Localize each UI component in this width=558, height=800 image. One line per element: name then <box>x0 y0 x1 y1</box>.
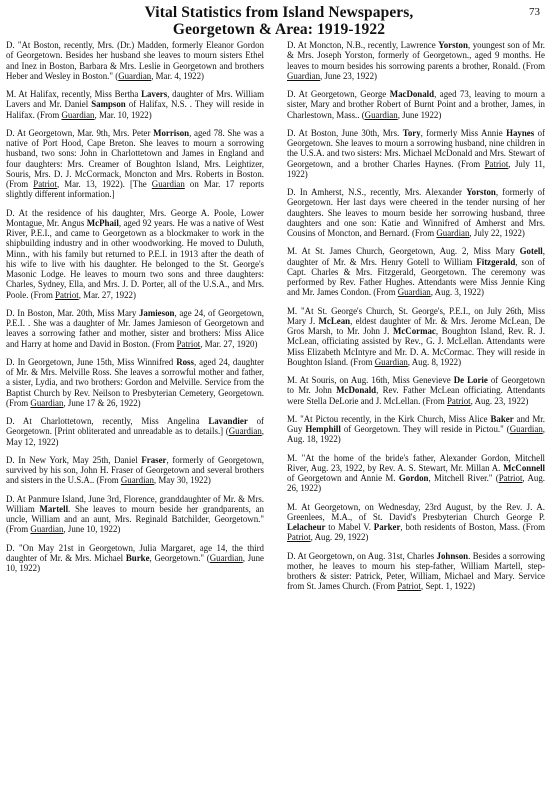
page-number: 73 <box>529 6 540 18</box>
entry-text: , Aug. 23, 1922) <box>470 395 529 406</box>
entry-text: , June 1922) <box>397 109 442 120</box>
entry-text: M. At Georgetown, on Wednesday, 23rd August, by the Rev. J. A. Greenlees, M.A., of St. David's Presbyterian Church George P. <box>287 501 545 522</box>
entry-text: D. "At Boston, recently, Mrs. (Dr.) Madden, formerly Eleanor Gordon of Georgetown. Besides her husband she leaves to mourn sisters Ethel and Inez in Boston, Barbara & Mrs. Leslie in Georgetown and brothers Heber and Wesley in Boston." ( <box>6 40 264 81</box>
surname: De Lorie <box>453 375 488 385</box>
entry-text: D. In Boston, Mar. 20th, Miss Mary <box>6 307 139 318</box>
entry-text: , youngest son of Mr. & Mrs. Joseph Yorston, formerly of Georgetown., aged 9 months. He leaves to mourn besides his sorrowing parents a brother, Ronald. (From <box>287 40 546 71</box>
entry-text: , Sept. 1, 1922) <box>420 581 476 592</box>
newspaper-source: Patriot <box>397 581 421 592</box>
newspaper-source: Guardian <box>30 524 64 535</box>
page-title-line-1: Vital Statistics from Island Newspapers, <box>144 4 414 21</box>
record-entry <box>287 40 545 81</box>
entry-text: , Mar. 10, 1922) <box>94 109 152 120</box>
entry-text: , daughter of Mr. & Mrs. Henry Gotell to William <box>287 246 545 267</box>
entry-text: M. At Souris, on Aug. 16th, Miss Genevieve <box>287 375 454 385</box>
entry-text: M. "At St. George's Church, St. George's, P.E.I., on July 26th, Miss Mary J. <box>287 305 545 326</box>
newspaper-source: Guardian <box>118 70 152 81</box>
entry-text: , Aug. 18, 1922) <box>287 424 545 445</box>
page-header <box>0 4 558 38</box>
surname: Morrison <box>153 127 190 138</box>
newspaper-source: Patriot <box>176 338 201 349</box>
entry-text: D. At Georgetown, Mar. 9th, Mrs. Peter <box>6 127 154 138</box>
record-entry <box>6 494 264 535</box>
entry-text: , Mar. 27, 1922) <box>78 289 136 300</box>
entry-text: , formerly Miss Annie <box>420 127 507 138</box>
entry-text: , aged 78. She was a native of Port Hood, Cape Breton. She leaves to mourn a sorrowing husband, two sons: John in Charlottetown and James in England and four daughters: Mrs. Creamer of Boughton Island, Mrs. Leightizer, Souris, Mrs. D. J. McCormack, Moncton and Mrs. Roberts in Boston. (From <box>6 127 264 189</box>
surname: Jamieson <box>138 307 175 318</box>
record-entry <box>287 414 545 445</box>
record-entry <box>287 502 545 543</box>
newspaper-source: Guardian <box>151 179 185 189</box>
entry-text: of Halifax, N.S. . They will reside in Halifax. (From <box>6 99 264 120</box>
newspaper-source: Guardian <box>436 228 470 238</box>
newspaper-source: Guardian <box>61 109 95 120</box>
surname: Johnson <box>436 550 469 561</box>
entry-text: D. At Georgetown, George <box>287 89 390 99</box>
entry-text: D. At Panmure Island, June 3rd, Florence, granddaughter of Mr. & Mrs. William <box>6 493 264 514</box>
entry-text: D. At Charlottetown, recently, Miss Angelina <box>6 416 209 426</box>
entry-text: of Georgetown. She leaves to mourn a sorrowing husband, nine children in the U.S.A. and two sisters: Mrs. Michael McDonald and Mrs. Stewart of Georgetown, and a brother Charles Haynes. (From <box>287 127 546 169</box>
entry-text: , June 17 & 26, 1922) <box>63 397 141 408</box>
entry-text: , Aug. 3, 1922) <box>430 287 484 298</box>
newspaper-source: Patriot <box>446 395 471 406</box>
entry-text: , both residents of Boston, Mass. (From <box>400 522 545 532</box>
surname: Lavandier <box>208 416 248 426</box>
surname: Baker <box>490 413 514 424</box>
surname: McPhail <box>86 217 119 228</box>
surname: McLean <box>318 315 351 326</box>
entry-text: , Mar. 13, 1922). [The <box>56 179 152 189</box>
entry-text: of Georgetown. They will reside in Pictou." ( <box>340 424 510 434</box>
entry-text: , May 30, 1922) <box>153 475 211 486</box>
newspaper-source: Guardian <box>374 356 408 367</box>
record-entry <box>6 89 264 120</box>
entry-text: , aged 92 years. He was a native of West River, P.E.I., and came to Georgetown as a blockmaker to work in the shipbuilding industry and in other woodworking. He moved to Duluth, Minn., with his family but returned to P.E.I. in 1913 after the death of his wife to live with his daughter. He belonged to the St. George's Masonic Lodge. He leaves to mourn two sons and three daughters: Charles, Sydney, Ella, and Mrs. J. D. Porter, all of the U.S.A., and Mrs. Poole. (From <box>6 217 265 300</box>
page-title-line-2: Georgetown & Area: 1919-1922 <box>172 21 386 38</box>
entry-text: on Mar. 17 reports slightly different information.] <box>6 179 264 200</box>
newspaper-source: Patriot <box>33 179 57 189</box>
entry-text: , June 10, 1922) <box>63 524 121 535</box>
entry-text: , Aug. 26, 1922) <box>287 473 545 494</box>
surname: Lelacheur <box>287 522 326 532</box>
entry-text: to Mabel V. <box>325 522 374 532</box>
surname: Gordon <box>398 473 429 483</box>
record-entry <box>287 453 545 494</box>
entry-text: M. "At Pictou recently, in the Kirk Church, Miss Alice <box>287 413 491 424</box>
record-entry <box>6 416 264 447</box>
entry-text: of Georgetown. [Print obliterated and unreadable as to details.] ( <box>6 416 264 437</box>
newspaper-source: Guardian <box>120 475 154 486</box>
surname: Gotell <box>519 246 543 257</box>
entry-text: , Rev. Father McLean officiating. Attendants were Stella DeLorie and J. McLellan. (From <box>287 385 545 406</box>
entry-text: D. At the residence of his daughter, Mrs. George A. Poole, Lower Montague, Mr. Angus <box>6 207 264 228</box>
right-column <box>287 40 545 600</box>
entry-text: . Besides a sorrowing mother, he leaves to mourn his step-father, William Martell, step-brothers & sister: Patrick, Peter, William, Michael and Mary. Service from St. James Church. (From <box>287 550 545 592</box>
newspaper-source: Guardian <box>30 397 64 408</box>
entry-text: , Aug. 29, 1922) <box>310 532 369 543</box>
entry-text: , July 22, 1922) <box>469 228 525 238</box>
record-entry <box>6 40 264 81</box>
surname: Yorston <box>438 40 468 50</box>
entry-text: and Mr. Guy <box>287 413 545 434</box>
newspaper-source: Guardian <box>287 70 321 81</box>
record-entry <box>287 551 545 592</box>
newspaper-source: Guardian <box>228 426 262 437</box>
newspaper-source: Guardian <box>209 552 243 563</box>
entry-text: of Georgetown and Annie M. <box>287 473 399 483</box>
surname: McDonald <box>336 385 377 396</box>
record-entry <box>6 208 264 300</box>
entry-text: , Aug. 8, 1922) <box>407 356 462 367</box>
entry-text: , eldest daughter of Mr. & Mrs. Jerome McLean, De Gros Marsh, to Mr. John J. <box>287 315 545 336</box>
surname: Fitzgerald <box>476 256 516 267</box>
entry-text: D. At Moncton, N.B., recently, Lawrence <box>287 40 439 50</box>
entry-text: M. At Halifax, recently, Miss Bertha <box>6 89 142 99</box>
entry-text: , June 10, 1922) <box>6 552 264 573</box>
surname: Hemphill <box>305 424 341 434</box>
entry-text: D. "On May 21st in Georgetown, Julia Margaret, age 14, the third daughter of Mr. & Mrs. Michael <box>6 542 264 563</box>
record-entry <box>287 306 545 368</box>
entry-text: , May 12, 1922) <box>6 426 264 447</box>
newspaper-source: Patriot <box>287 532 311 543</box>
entry-text: , aged 24, daughter of Mr. & Mrs. Melville Ross. She leaves a sorrowful mother and father, a sister, Lydia, and two brothers: Gordon and Melville. Service from the Baptist Church by Rev. Neilson to Presbyterian Cemetery, Georgetown. (From <box>6 356 264 408</box>
entry-text: D. In New York, May 25th, Daniel <box>6 454 142 465</box>
entry-text: , formerly of Georgetown, survived by his son, John H. Fraser of Georgetown and several brothers and sisters in the U.S.A.. (From <box>6 454 264 486</box>
entry-text: , Boughton Island, Rev. R. J. McLean, officiating assisted by Rev., G. J. McLellan. Attendants were Miss Elizabeth McIntyre and Mr. D. A. McCormac. They will reside in Boughton Island. (From <box>287 326 545 367</box>
entry-text: , June 23, 1922) <box>320 70 377 81</box>
entry-text: , son of Capt. Charles & Mrs. Fitzgerald, Georgetown. The ceremony was performed by Rev. Father Hughes. Attendants were Miss Jennie King and Mr. James Condon. (From <box>287 256 545 298</box>
surname: Ross <box>176 356 194 367</box>
record-entry <box>6 357 264 408</box>
entry-text: , Mitchell River." ( <box>428 473 499 483</box>
surname: Martell <box>39 503 69 514</box>
entry-text: , Mar. 4, 1922) <box>151 70 204 81</box>
entry-text: D. In Amherst, N.S., recently, Mrs. Alexander <box>287 187 467 197</box>
record-entry <box>287 128 545 179</box>
record-entry <box>287 89 545 120</box>
entry-text: D. At Boston, June 30th, Mrs. <box>287 127 403 138</box>
entry-text: , July 11, 1922) <box>287 158 545 179</box>
surname: Burke <box>125 552 150 563</box>
entry-text: , Georgetown." ( <box>149 552 210 563</box>
surname: Tory <box>402 127 421 138</box>
record-entry <box>6 308 264 349</box>
surname: Haynes <box>506 127 535 138</box>
entry-text: , formerly of Georgetown. Her last days were cheered in the tender nursing of her daughters. She leaves to mourn beside her sorrowing husband, three daughters and one son: Katie and Winnifred of Amherst and Mrs. Cousins of Moncton, and Bernard. (From <box>287 187 545 238</box>
record-entry <box>287 246 545 297</box>
left-column <box>6 40 264 581</box>
entry-text: . She leaves to mourn beside her grandparents, an uncle, William and an aunt, Mrs. Reginald Batchilder, Georgetown." (From <box>6 503 264 535</box>
entry-text: M. At St. James Church, Georgetown, Aug. 2, Miss Mary <box>287 246 520 257</box>
entry-text: , daughter of Mrs. William Lavers and Mr. Daniel <box>6 89 265 110</box>
entry-text: D. In Georgetown, June 15th, Miss Winnifred <box>6 356 177 367</box>
newspaper-source: Guardian <box>509 424 543 434</box>
record-entry <box>6 543 264 574</box>
surname: Fraser <box>141 454 167 465</box>
record-entry <box>287 187 545 238</box>
entry-text: of Georgetown to Mr. John <box>287 375 545 396</box>
newspaper-source: Patriot <box>498 473 523 483</box>
newspaper-source: Guardian <box>397 287 431 298</box>
surname: McConnell <box>503 462 545 473</box>
entry-text: M. "At the home of the bride's father, Alexander Gordon, Mitchell River, Aug. 23, 1922, by Rev. A. S. Stewart, Mr. Millan A. <box>287 452 545 473</box>
surname: MacDonald <box>389 89 435 99</box>
entry-text: D. At Georgetown, on Aug. 31st, Charles <box>287 550 437 561</box>
entry-text: , age 24, of Georgetown, P.E.I. . She was a daughter of Mr. James Jamieson of Georgetown and leaves a sorrowing father and mother, sister and brothers: Miss Alice and Harry at home and David in Boston. (From <box>6 307 265 349</box>
surname: Sampson <box>91 99 126 110</box>
newspaper-source: Patriot <box>484 158 509 169</box>
surname: Parker <box>373 522 401 532</box>
record-entry <box>6 128 264 200</box>
surname: Yorston <box>466 187 496 197</box>
record-entry <box>6 455 264 486</box>
entry-text: , aged 73, leaving to mourn a sister, Mary and brother Robert of Burnt Point and a brother, James, in Charlestown, Mass.. ( <box>287 89 545 120</box>
newspaper-source: Guardian <box>364 109 398 120</box>
surname: Lavers <box>141 89 168 99</box>
newspaper-source: Patriot <box>55 289 79 300</box>
entry-text: , Mar. 27, 1920) <box>200 338 258 349</box>
record-entry <box>287 375 545 406</box>
surname: McCormac <box>392 326 436 336</box>
